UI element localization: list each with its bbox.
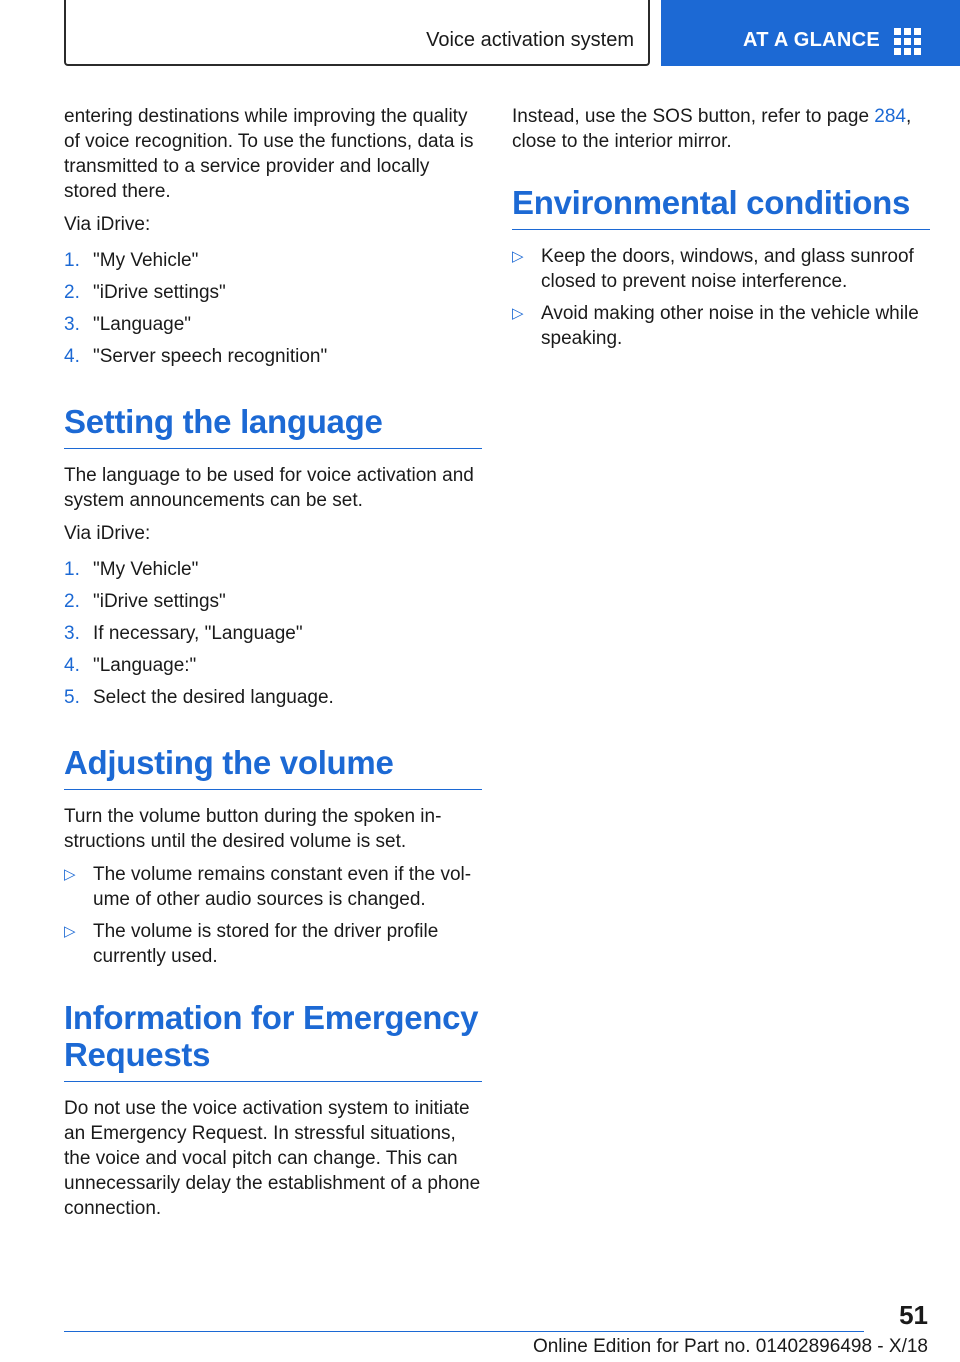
page-reference-link[interactable]: 284 bbox=[874, 106, 906, 127]
header-section-box bbox=[64, 0, 650, 66]
sos-paragraph: Instead, use the SOS button, refer to page 284, close to the interior mirror. bbox=[512, 106, 912, 152]
chapter-tab-label: AT A GLANCE bbox=[743, 29, 880, 51]
steps-list-server bbox=[64, 245, 482, 373]
list-item: 3. "Language" bbox=[64, 314, 192, 335]
list-item: 3. If necessary, "Language" bbox=[64, 623, 303, 644]
intro-paragraph: entering destinations while improving the quality of voice recognition. To use the functions, data is transmitted to a service provider and locally stored there. bbox=[64, 106, 474, 202]
list-item: ▷ Avoid making other noise in the vehicle while speaking. bbox=[512, 303, 919, 349]
list-item: ▷ The volume remains constant even if the volume of other audio sources is changed. bbox=[64, 864, 472, 910]
heading-setting-language: Setting the language bbox=[64, 403, 482, 449]
emergency-paragraph: Do not use the voice activation system to initiate an Emergency Request. In stressful situations, the voice and vocal pitch can change. This can unnecessarily delay the establishment of a phone connection. bbox=[64, 1098, 481, 1219]
footer-edition: Online Edition for Part no. 01402896498 - X/18 bbox=[532, 1336, 928, 1357]
list-item: 1. "My Vehicle" bbox=[64, 250, 199, 271]
heading-emergency-requests: Information for Emergency Requests bbox=[64, 999, 482, 1082]
via-idrive-label: Via iDrive: bbox=[64, 523, 151, 544]
triangle-bullet-icon: ▷ bbox=[512, 248, 524, 265]
list-item: 2. "iDrive settings" bbox=[64, 282, 226, 303]
via-idrive-label: Via iDrive: bbox=[64, 214, 151, 235]
triangle-bullet-icon: ▷ bbox=[64, 866, 76, 883]
chapter-tab[interactable] bbox=[661, 0, 960, 66]
list-item: ▷ Keep the doors, windows, and glass sunroof closed to prevent noise interference. bbox=[512, 246, 914, 292]
list-item: 1. "My Vehicle" bbox=[64, 559, 199, 580]
footer-divider bbox=[64, 1331, 864, 1332]
language-paragraph: The language to be used for voice activation and system announcements can be set. bbox=[64, 465, 474, 511]
page-number: 51 bbox=[899, 1300, 928, 1330]
volume-paragraph: Turn the volume button during the spoken instructions until the desired volume is set. bbox=[64, 806, 442, 852]
list-item: ▷ The volume is stored for the driver profile currently used. bbox=[64, 921, 439, 967]
triangle-bullet-icon: ▷ bbox=[64, 923, 76, 940]
list-item: 2. "iDrive settings" bbox=[64, 591, 226, 612]
heading-environmental-conditions: Environmental conditions bbox=[512, 184, 930, 230]
header-section-title: Voice activation system bbox=[426, 29, 634, 51]
right-column bbox=[512, 104, 930, 358]
heading-adjusting-volume: Adjusting the volume bbox=[64, 744, 482, 790]
steps-list-language bbox=[64, 554, 482, 714]
environment-bullet-list bbox=[512, 244, 930, 351]
grid-icon bbox=[894, 28, 922, 54]
left-column bbox=[64, 104, 482, 1229]
list-item: 5. Select the desired language. bbox=[64, 687, 334, 708]
list-item: 4. "Server speech recognition" bbox=[64, 346, 328, 367]
list-item: 4. "Language:" bbox=[64, 655, 197, 676]
triangle-bullet-icon: ▷ bbox=[512, 305, 524, 322]
volume-bullet-list bbox=[64, 862, 482, 969]
